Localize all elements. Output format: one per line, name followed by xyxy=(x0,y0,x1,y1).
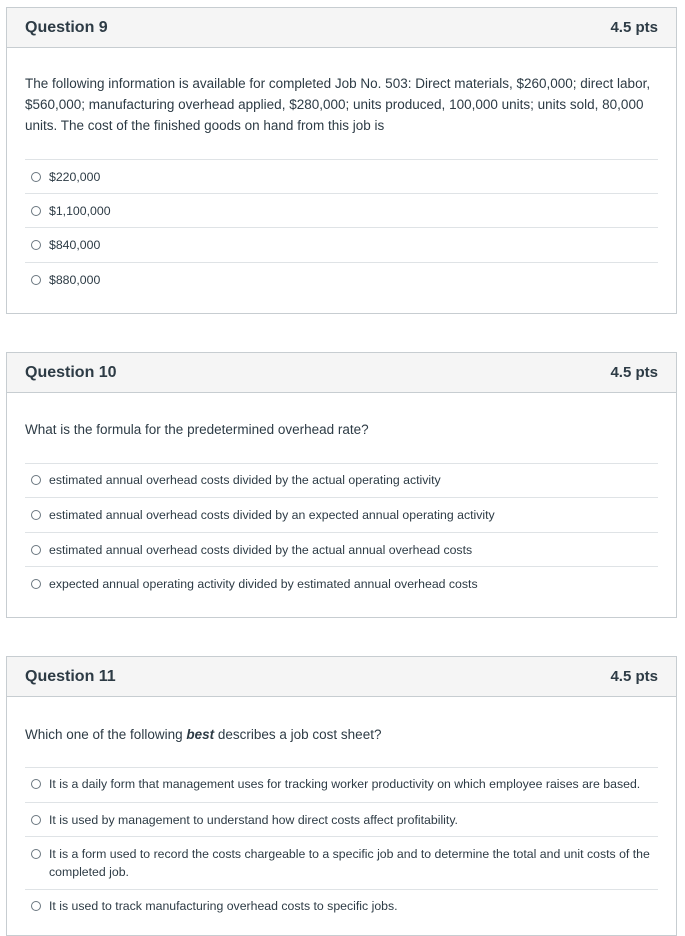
question-header xyxy=(7,353,676,393)
radio-button[interactable] xyxy=(31,779,41,789)
question-title: Question 9 xyxy=(25,18,108,36)
answer-option[interactable] xyxy=(25,837,658,890)
answer-label: estimated annual overhead costs divided by an expected annual operating activity xyxy=(49,508,495,522)
answer-label: estimated annual overhead costs divided by the actual operating activity xyxy=(49,473,441,487)
radio-button[interactable] xyxy=(31,240,41,250)
answer-label: It is used to track manufacturing overhead costs to specific jobs. xyxy=(49,899,398,913)
question-10-card xyxy=(6,352,677,618)
answer-option[interactable] xyxy=(25,160,658,194)
answer-label: It is a daily form that management uses for tracking worker productivity on which employee raises are based. xyxy=(49,777,641,791)
question-text: What is the formula for the predetermined overhead rate? xyxy=(25,422,369,437)
question-11-card xyxy=(6,656,677,936)
radio-button[interactable] xyxy=(31,510,41,520)
question-9-card xyxy=(6,7,677,314)
answer-label: It is used by management to understand how direct costs affect profitability. xyxy=(49,813,458,827)
answer-option[interactable] xyxy=(25,194,658,228)
question-text-before: Which one of the following xyxy=(25,727,187,742)
answer-label: $840,000 xyxy=(49,238,101,252)
answer-label: expected annual operating activity divided by estimated annual overhead costs xyxy=(49,577,478,591)
answer-option[interactable] xyxy=(25,464,658,498)
radio-button[interactable] xyxy=(31,275,41,285)
answer-option[interactable] xyxy=(25,803,658,837)
radio-button[interactable] xyxy=(31,475,41,485)
radio-button[interactable] xyxy=(31,579,41,589)
radio-button[interactable] xyxy=(31,849,41,859)
answer-list xyxy=(25,159,658,297)
answer-label: $220,000 xyxy=(49,170,101,184)
answer-option[interactable] xyxy=(25,768,658,803)
radio-button[interactable] xyxy=(31,545,41,555)
question-title: Question 10 xyxy=(25,363,117,381)
answer-label: estimated annual overhead costs divided by the actual annual overhead costs xyxy=(49,543,473,557)
question-points: 4.5 pts xyxy=(610,19,658,36)
question-points: 4.5 pts xyxy=(610,668,658,685)
radio-button[interactable] xyxy=(31,815,41,825)
radio-button[interactable] xyxy=(31,172,41,182)
answer-option[interactable] xyxy=(25,498,658,533)
question-text-after: describes a job cost sheet? xyxy=(214,727,382,742)
radio-button[interactable] xyxy=(31,901,41,911)
radio-button[interactable] xyxy=(31,206,41,216)
answer-label: $1,100,000 xyxy=(49,204,111,218)
question-text-emphasis: best xyxy=(186,727,215,742)
answer-label: It is a form used to record the costs chargeable to a specific job and to determine the total and unit costs of the completed job. xyxy=(49,847,650,879)
question-header xyxy=(7,8,676,48)
question-text: The following information is available for completed Job No. 503: Direct materials, $260,000; direct labor, $560,000; manufacturing overhead applied, $280,000; units produced, 100,000 units; units sold, 80,000 units. The cost of the finished goods on hand from this job is xyxy=(25,76,651,133)
question-header xyxy=(7,657,676,697)
question-title: Question 11 xyxy=(25,667,116,685)
answer-label: $880,000 xyxy=(49,273,101,287)
question-text xyxy=(25,724,658,745)
answer-option[interactable] xyxy=(25,228,658,263)
answer-option[interactable] xyxy=(25,890,658,924)
answer-option[interactable] xyxy=(25,263,658,297)
answer-option[interactable] xyxy=(25,533,658,567)
question-points: 4.5 pts xyxy=(610,364,658,381)
answer-list xyxy=(25,767,658,924)
answer-list xyxy=(25,463,658,601)
answer-option[interactable] xyxy=(25,567,658,601)
